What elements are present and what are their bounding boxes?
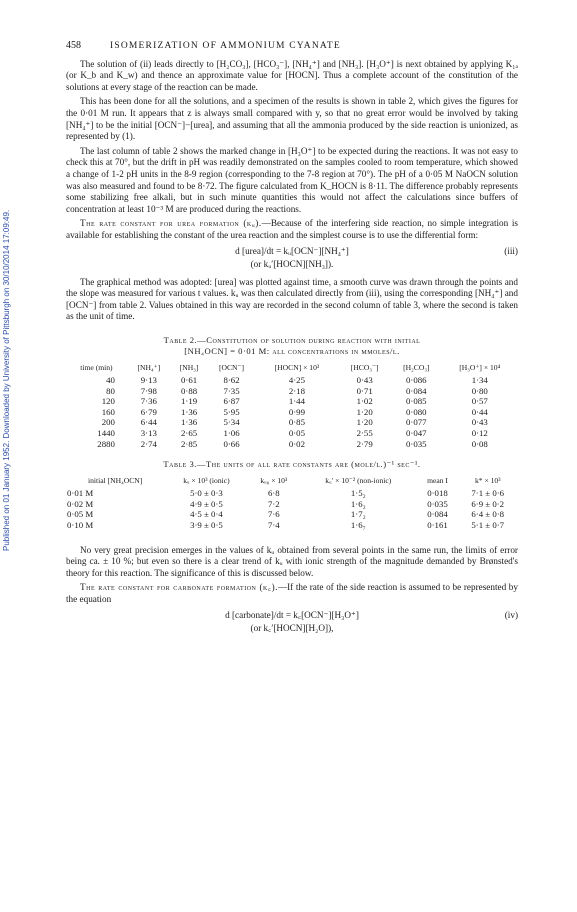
table-cell: 0·88: [181, 385, 198, 396]
table-cell: 0·57: [471, 396, 488, 407]
table-cell: 40: [106, 375, 115, 386]
table-cell: 2·55: [356, 428, 373, 439]
table-3-header: mean I: [427, 476, 448, 486]
table-2-header: [HCO₃⁻]: [350, 363, 379, 373]
table-cell: 0·080: [406, 406, 427, 417]
paragraph-2: This has been done for all the solutions, and a specimen of the results is shown in table 2, which gives the figures for the 0·01 M run. It appears that z is always small compared with y, so that no great error would be involved by taking [NH₄⁺] to be the initial [OCN⁻]−[urea], and assuming that all the ammonia produced by the side reaction is unionized, as represented by (1).: [66, 96, 518, 142]
table-cell: 2·74: [140, 438, 157, 449]
table-cell: 7·36: [140, 396, 157, 407]
table-cell: 0·084: [406, 385, 427, 396]
section-heading-carbonate: The rate constant for carbonate formation (k꜀).: [80, 582, 278, 593]
table-3-header: k* × 10³: [474, 476, 501, 486]
table-cell: 0·05 M: [67, 509, 94, 520]
table-cell: 7·2: [267, 498, 280, 509]
equation-iv: [66, 610, 518, 622]
table-cell: 160: [101, 406, 115, 417]
paragraph-1: The solution of (ii) leads directly to [H₂CO₃], [HCO₃⁻], [NH₄⁺] and [NH₃]. [H₃O⁺] is next obtained by applying K₁ₐ (or K_b and K_w) and thence an approximate value for [HOCN]. Thus a complete account of the constitution of the solutions at every stage of the reaction can be made.: [66, 58, 518, 92]
download-watermark: Published on 01 January 1952. Downloaded by University of Pittsburgh on 30/10/2014 17:09:49.: [2, 209, 11, 551]
table-cell: 7·6: [267, 509, 280, 520]
table-cell: 0·10 M: [67, 520, 94, 530]
table-3-header: kᵤ × 10³ (ionic): [183, 476, 230, 486]
table-cell: 0·85: [288, 417, 305, 428]
table-2-header: [NH₄⁺]: [137, 363, 161, 373]
table-2-caption: [66, 335, 518, 357]
table-cell: 8·62: [223, 375, 240, 386]
table-cell: 0·99: [288, 406, 305, 417]
table-3-caption: [66, 459, 518, 470]
table-cell: 0·66: [223, 438, 240, 449]
equation-iv-alt: (or k꜀′[HOCN][H₂O]),: [250, 623, 334, 634]
table-cell: 0·44: [471, 406, 488, 417]
table-3-caption-line: Table 3.—The units of all rate constants are (mole/l.)⁻¹ sec⁻¹.: [163, 459, 421, 470]
table-2-header-row: [66, 361, 518, 375]
table-2-header: [NH₃]: [179, 363, 199, 373]
table-2-header: [H₃O⁺] × 10⁴: [459, 363, 501, 373]
table-cell: 0·05: [288, 428, 305, 439]
table-cell: 2·65: [181, 428, 198, 439]
table-cell: 1·20: [356, 417, 373, 428]
table-cell: 2880: [97, 438, 115, 449]
table-row: [66, 428, 518, 439]
equation-iv-body: d [carbonate]/dt = k꜀[OCN⁻][H₃O⁺]: [225, 609, 359, 620]
table-cell: 0·077: [406, 417, 427, 428]
table-cell: 4·25: [288, 375, 305, 386]
paragraph-4-text: —Because of the interfering side reaction, no simple integration is available for establishing the constant of the urea reaction and the simplest course is to use the differential form:: [66, 218, 518, 240]
table-cell: 3·13: [140, 428, 157, 439]
paragraph-5: The graphical method was adopted: [urea] was plotted against time, a smooth curve was drawn through the points and the slope was measured for various t values. kᵤ was then calculated directly from (iii), using the corresponding [NH₄⁺] and [OCN⁻] from table 2. Values obtained in this way are recorded in the second column of table 3, where the second is taken as the unit of time.: [66, 276, 518, 322]
table-cell: 6·9 ± 0·2: [471, 498, 505, 509]
paragraph-6: No very great precision emerges in the values of kᵤ obtained from several points in the same run, the limits of error being ca. ± 10 %; but even so there is a clear trend of kᵤ with ionic strength of the magnitude demanded by Brønsted's theory for this reaction. The significance of this is discussed below.: [66, 544, 518, 578]
table-cell: 5·95: [223, 406, 240, 417]
table-cell: 7·98: [140, 385, 157, 396]
table-2-header: [HOCN] × 10³: [274, 363, 320, 373]
table-2-caption-line-1: Table 2.—Constitution of solution during reaction with initial: [163, 335, 421, 346]
table-cell: 1·36: [181, 417, 198, 428]
table-row: [66, 520, 518, 531]
table-cell: 0·047: [406, 428, 427, 439]
page: [66, 40, 518, 641]
table-cell: 5·0 ± 0·3: [190, 488, 223, 499]
table-cell: 0·085: [406, 396, 427, 407]
section-heading-urea: The rate constant for urea formation (kᵤ).: [80, 218, 262, 229]
table-3: [66, 474, 518, 530]
table-cell: 1·6₇: [350, 520, 366, 530]
table-cell: 0·43: [471, 417, 488, 428]
table-2-body: [66, 375, 518, 449]
table-cell: 6·87: [223, 396, 240, 407]
equation-iii-number: (iii): [504, 245, 518, 256]
equation-iii-body: d [urea]/dt = kᵤ[OCN⁻][NH₄⁺]: [235, 245, 349, 256]
table-cell: 2·18: [288, 385, 305, 396]
table-row: [66, 509, 518, 520]
table-cell: 1440: [97, 428, 115, 439]
table-cell: 6·4 ± 0·8: [471, 509, 505, 520]
table-cell: 4·9 ± 0·5: [190, 498, 223, 509]
table-2-header: [OCN⁻]: [218, 363, 245, 373]
table-cell: 1·20: [356, 406, 373, 417]
table-cell: 5·34: [223, 417, 240, 428]
table-3-header-row: [66, 474, 518, 488]
table-2-header: [H₂CO₃]: [403, 363, 430, 373]
table-cell: 1·36: [181, 406, 198, 417]
table-cell: 1·19: [181, 396, 198, 407]
table-cell: 1·5₂: [350, 488, 366, 499]
table-cell: 0·01 M: [67, 488, 94, 499]
table-cell: 7·1 ± 0·6: [471, 488, 505, 499]
equation-iv-number: (iv): [504, 609, 518, 620]
table-cell: 2·85: [181, 438, 198, 449]
table-cell: 0·035: [427, 498, 448, 509]
table-cell: 6·79: [140, 406, 157, 417]
table-cell: 120: [101, 396, 115, 407]
table-row: [66, 439, 518, 450]
table-row: [66, 386, 518, 397]
table-3-body: [66, 488, 518, 530]
equation-iii: [66, 246, 518, 258]
table-cell: 2·79: [356, 438, 373, 449]
table-cell: 1·06: [223, 428, 240, 439]
table-cell: 0·61: [181, 375, 198, 386]
table-cell: 0·035: [406, 438, 427, 449]
table-cell: 1·34: [471, 375, 488, 386]
table-row: [66, 396, 518, 407]
table-cell: 0·12: [471, 428, 488, 439]
table-cell: 6·8: [267, 488, 280, 499]
table-cell: 6·44: [140, 417, 157, 428]
paragraph-7-text: —If the rate of the side reaction is assumed to be represented by the equation: [66, 582, 518, 604]
table-cell: 3·9 ± 0·5: [190, 520, 223, 530]
table-cell: 0·71: [356, 385, 373, 396]
table-3-header: kᵤ′ × 10⁻² (non-ionic): [325, 476, 392, 486]
table-cell: 1·44: [288, 396, 305, 407]
table-cell: 0·161: [427, 520, 448, 530]
table-row: [66, 499, 518, 510]
paragraph-3: The last column of table 2 shows the marked change in [H₃O⁺] to be expected during the reactions. It was not easy to check this at 70°, but the drift in pH was readily demonstrated on the samples cooled to room temperature, which showed a change of 1-2 pH units in the 8-9 region (corresponding to the 7-8 region at 70°). The pH of a 0·05 M NaOCN solution was also measured and found to be 8·72. The figure calculated from K_HOCN is 8·11. The difference probably represents some stabilizing free alkali, but in such minute quantities this would not affect the calculations since buffers of concentration at least 10⁻³ M are produced during the reactions.: [66, 145, 518, 214]
running-title: ISOMERIZATION OF AMMONIUM CYANATE: [110, 41, 341, 51]
page-header: [66, 40, 518, 53]
table-cell: 0·086: [406, 375, 427, 386]
table-cell: 4·5 ± 0·4: [190, 509, 223, 520]
table-2-header: time (min): [80, 363, 113, 373]
table-cell: 80: [106, 385, 115, 396]
table-2-caption-line-2: [NH₄OCN] = 0·01 M: all concentrations in mmoles/l.: [184, 346, 400, 357]
table-row: [66, 488, 518, 499]
table-cell: 1·6₂: [350, 498, 366, 509]
page-number: 458: [66, 40, 81, 51]
table-cell: 0·018: [427, 488, 448, 499]
equation-iii-alt: (or kᵤ′[HOCN][NH₃]).: [250, 259, 334, 270]
table-cell: 1·02: [356, 396, 373, 407]
table-cell: 5·1 ± 0·7: [471, 520, 505, 530]
table-3-header: initial [NH₄OCN]: [87, 476, 143, 486]
paragraph-7: [66, 582, 518, 605]
table-row: [66, 375, 518, 386]
table-cell: 200: [101, 417, 115, 428]
table-row: [66, 417, 518, 428]
table-2: [66, 361, 518, 449]
table-cell: 0·084: [427, 509, 448, 520]
table-row: [66, 407, 518, 418]
table-cell: 0·43: [356, 375, 373, 386]
table-cell: 7·4: [267, 520, 280, 530]
table-cell: 0·02 M: [67, 498, 94, 509]
table-cell: 9·13: [140, 375, 157, 386]
table-cell: 7·35: [223, 385, 240, 396]
table-3-header: kᵤ₀ × 10³: [260, 476, 288, 486]
table-cell: 1·7₂: [350, 509, 366, 520]
paragraph-4: [66, 218, 518, 241]
table-cell: 0·08: [471, 438, 488, 449]
table-cell: 0·02: [288, 438, 305, 449]
table-cell: 0·80: [471, 385, 488, 396]
